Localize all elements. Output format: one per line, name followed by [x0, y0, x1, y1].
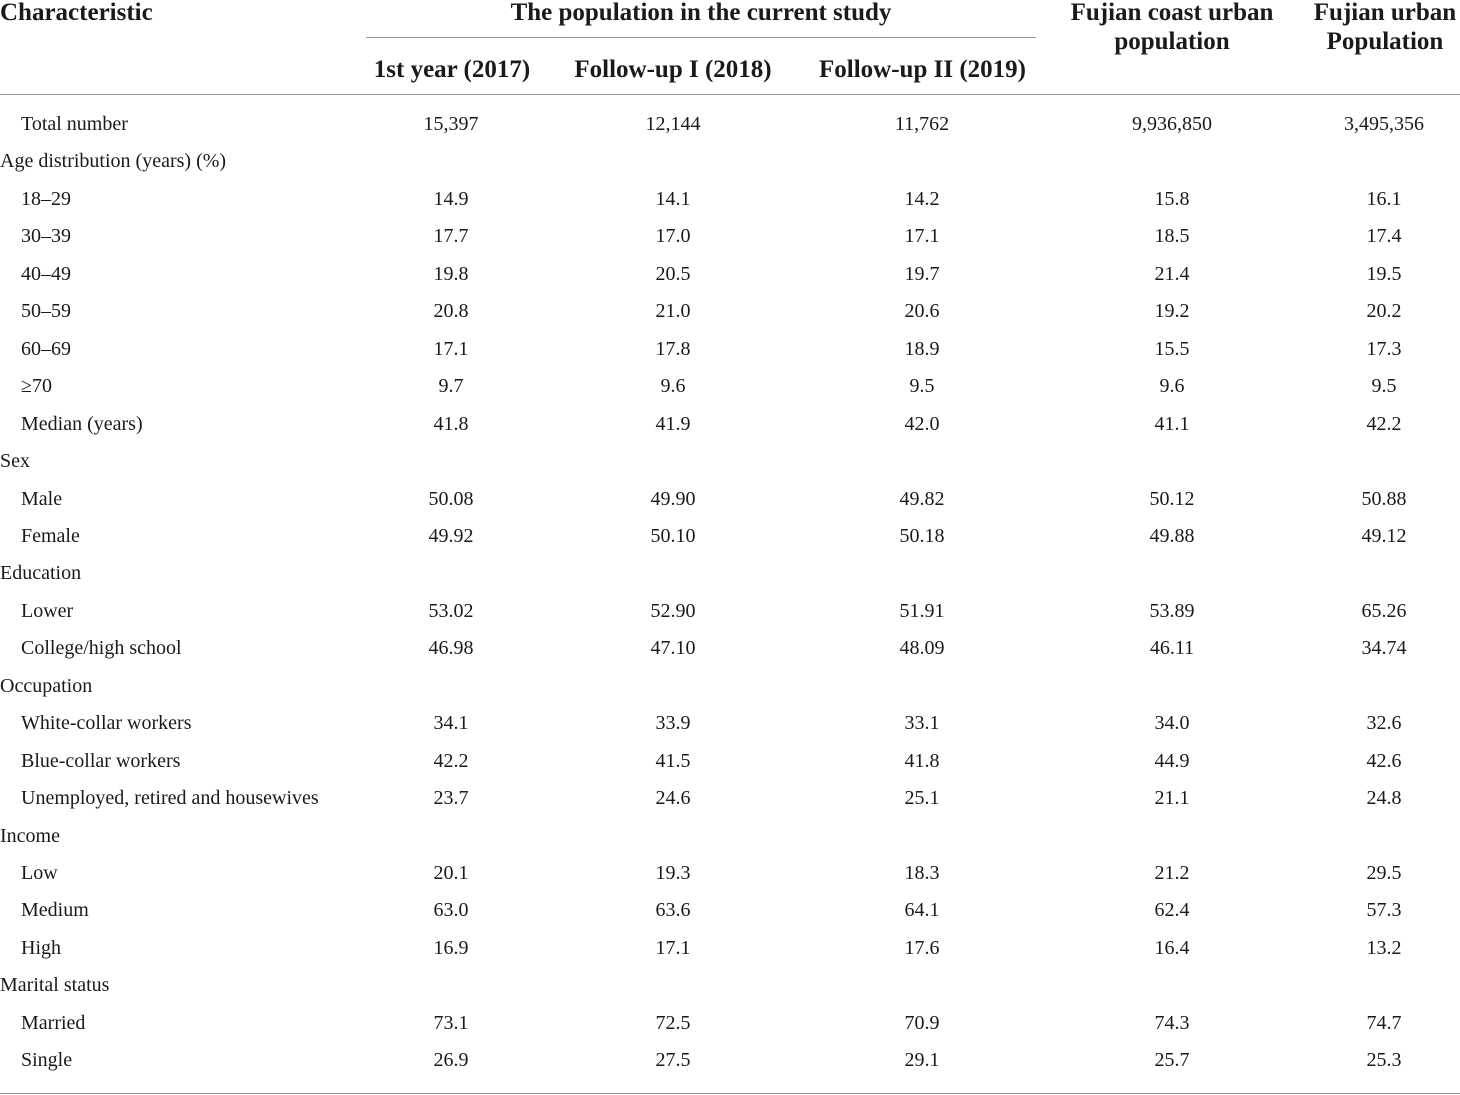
table-cell: 19.3 [655, 862, 691, 884]
table-cell: 50.18 [899, 524, 945, 547]
table-cell: 25.1 [904, 787, 940, 810]
table-cell: 20.5 [655, 262, 691, 285]
table-cell: 15.8 [1154, 187, 1190, 210]
table-cell: 64.1 [904, 899, 940, 922]
header-col-2018: Follow-up I (2018) [574, 56, 772, 83]
table-row [0, 668, 1460, 705]
table-cell: 20.2 [1366, 300, 1402, 323]
table-cell: 42.2 [433, 749, 469, 772]
table-cell: 18.9 [904, 337, 940, 360]
table-row [0, 780, 1460, 817]
table-cell: 25.3 [1366, 1049, 1402, 1072]
row-label: 18–29 [21, 187, 71, 210]
table-cell: 25.7 [1154, 1049, 1190, 1072]
table-cell: 20.8 [433, 300, 469, 323]
table-cell: 47.10 [650, 637, 696, 660]
header-characteristic: Characteristic [0, 0, 153, 26]
table-row [0, 143, 1460, 180]
table-cell: 65.26 [1361, 599, 1407, 622]
row-label: Low [21, 862, 58, 884]
row-label: Female [21, 524, 80, 547]
table-cell: 26.9 [433, 1049, 469, 1072]
table-cell: 27.5 [655, 1049, 691, 1072]
table-cell: 41.1 [1154, 412, 1190, 435]
table-row [0, 930, 1460, 967]
table-row [0, 1005, 1460, 1042]
table-cell: 21.2 [1154, 862, 1190, 884]
table-cell: 15.5 [1154, 337, 1190, 360]
table-cell: 41.9 [655, 412, 691, 435]
table-cell: 72.5 [655, 1011, 691, 1034]
row-label: White-collar workers [21, 712, 192, 735]
row-label: 30–39 [21, 225, 71, 248]
table-cell: 33.9 [655, 712, 691, 735]
table-cell: 17.7 [433, 225, 469, 248]
table-cell: 46.98 [428, 637, 474, 660]
table-cell: 14.2 [904, 187, 940, 210]
table-cell: 18.3 [904, 862, 940, 884]
table-cell: 42.0 [904, 412, 940, 435]
section-label: Education [0, 562, 82, 585]
row-label: Lower [21, 599, 74, 622]
row-label: 50–59 [21, 300, 71, 323]
table-row [0, 106, 1460, 143]
table-cell: 34.1 [433, 712, 469, 735]
row-label: Median (years) [21, 412, 143, 435]
table-cell: 41.5 [655, 749, 691, 772]
table-cell: 17.1 [433, 337, 469, 360]
table-cell: 9.5 [1371, 375, 1397, 398]
table-cell: 32.6 [1366, 712, 1402, 735]
table-cell: 17.3 [1366, 337, 1402, 360]
header-group-rule [366, 37, 1036, 38]
table-cell: 50.88 [1361, 487, 1407, 510]
table-cell: 49.82 [899, 487, 945, 510]
table-cell: 20.6 [904, 300, 940, 323]
table-cell: 42.2 [1366, 412, 1402, 435]
row-label: ≥70 [21, 375, 52, 398]
table-cell: 74.7 [1366, 1011, 1402, 1034]
table-cell: 18.5 [1154, 225, 1190, 248]
table-cell: 50.10 [650, 524, 696, 547]
table-cell: 53.02 [428, 599, 474, 622]
row-label: 40–49 [21, 262, 71, 285]
table-cell: 33.1 [904, 712, 940, 735]
table-row [0, 967, 1460, 1004]
table-cell: 41.8 [433, 412, 469, 435]
table-cell: 11,762 [894, 113, 950, 135]
table-cell: 34.0 [1154, 712, 1190, 735]
table-cell: 16.4 [1154, 936, 1190, 959]
table-cell: 41.8 [904, 749, 940, 772]
table-row [0, 743, 1460, 780]
table-cell: 20.1 [433, 862, 469, 884]
table-cell: 49.88 [1149, 524, 1195, 547]
table-cell: 17.1 [904, 225, 940, 248]
table-cell: 52.90 [650, 599, 696, 622]
table-cell: 15,397 [423, 113, 479, 135]
table-row [0, 555, 1460, 592]
table-cell: 46.11 [1149, 637, 1195, 660]
table-cell: 29.5 [1366, 862, 1402, 884]
table-cell: 17.1 [655, 936, 691, 959]
row-label: Medium [21, 899, 89, 922]
table-cell: 14.1 [655, 187, 691, 210]
table-cell: 21.1 [1154, 787, 1190, 810]
section-label: Age distribution (years) (%) [0, 150, 227, 173]
table-row [0, 1042, 1460, 1079]
table-cell: 9.5 [909, 375, 935, 398]
table-cell: 48.09 [899, 637, 945, 660]
table-cell: 17.4 [1366, 225, 1402, 248]
table-cell: 57.3 [1366, 899, 1402, 922]
table-row [0, 855, 1460, 892]
table-row [0, 481, 1460, 518]
row-label: High [21, 936, 61, 959]
table-cell: 62.4 [1154, 899, 1190, 922]
table-cell: 3,495,356 [1344, 113, 1424, 135]
table-cell: 53.89 [1149, 599, 1195, 622]
table-cell: 19.8 [433, 262, 469, 285]
table-cell: 50.08 [428, 487, 474, 510]
row-label: College/high school [21, 637, 182, 660]
table-cell: 51.91 [899, 599, 945, 622]
row-label: 60–69 [21, 337, 71, 360]
table-cell: 17.8 [655, 337, 691, 360]
table-row [0, 630, 1460, 667]
header-col-2019: Follow-up II (2019) [819, 56, 1026, 83]
table-row [0, 705, 1460, 742]
table-cell: 73.1 [433, 1011, 469, 1034]
row-label: Blue-collar workers [21, 749, 181, 772]
table-cell: 34.74 [1361, 637, 1407, 660]
table-cell: 24.8 [1366, 787, 1402, 810]
table-cell: 21.4 [1154, 262, 1190, 285]
table-row [0, 218, 1460, 255]
table-row [0, 181, 1460, 218]
table-cell: 17.6 [904, 936, 940, 959]
table-row [0, 406, 1460, 443]
table-cell: 9.6 [660, 375, 686, 398]
table-row [0, 518, 1460, 555]
table-cell: 49.90 [650, 487, 696, 510]
table-cell: 13.2 [1366, 936, 1402, 959]
table-cell: 9.6 [1159, 375, 1185, 398]
table-cell: 74.3 [1154, 1011, 1190, 1034]
table-cell: 19.2 [1154, 300, 1190, 323]
table-cell: 63.0 [433, 899, 469, 922]
table-cell: 49.12 [1361, 524, 1407, 547]
header-coast-line2: population [1114, 28, 1230, 55]
row-label: Male [21, 487, 63, 510]
table-row [0, 256, 1460, 293]
table-row [0, 368, 1460, 405]
table-row [0, 818, 1460, 855]
table-row [0, 293, 1460, 330]
table-cell: 23.7 [433, 787, 469, 810]
table-cell: 29.1 [904, 1049, 940, 1072]
table-row [0, 443, 1460, 480]
table-cell: 24.6 [655, 787, 691, 810]
table-row [0, 331, 1460, 368]
header-urban-line1: Fujian urban [1313, 0, 1457, 26]
table-cell: 63.6 [655, 899, 691, 922]
table-cell: 16.1 [1366, 187, 1402, 210]
header-current-study: The population in the current study [510, 0, 892, 26]
row-label: Unemployed, retired and housewives [21, 787, 319, 810]
table-cell: 50.12 [1149, 487, 1195, 510]
table-row [0, 892, 1460, 929]
row-label: Single [21, 1049, 73, 1072]
table-cell: 70.9 [904, 1011, 940, 1034]
table-cell: 19.7 [904, 262, 940, 285]
row-label: Total number [21, 113, 128, 135]
table-cell: 14.9 [433, 187, 469, 210]
header-col-2017: 1st year (2017) [373, 56, 531, 83]
table-bottom-rule [0, 1093, 1460, 1094]
section-label: Income [0, 824, 60, 847]
row-label: Married [21, 1011, 86, 1034]
section-label: Marital status [0, 974, 110, 997]
table-cell: 44.9 [1154, 749, 1190, 772]
table-cell: 12,144 [645, 113, 701, 135]
table-cell: 42.6 [1366, 749, 1402, 772]
table-cell: 17.0 [655, 225, 691, 248]
table-cell: 49.92 [428, 524, 474, 547]
header-urban-line2: Population [1326, 28, 1444, 55]
section-label: Occupation [0, 674, 93, 697]
table-cell: 19.5 [1366, 262, 1402, 285]
table-cell: 9,936,850 [1132, 113, 1212, 135]
table-cell: 16.9 [433, 936, 469, 959]
table-cell: 9.7 [438, 375, 464, 398]
header-bottom-rule [0, 94, 1460, 95]
table-cell: 21.0 [655, 300, 691, 323]
table-row [0, 593, 1460, 630]
section-label: Sex [0, 450, 30, 473]
header-coast-line1: Fujian coast urban [1070, 0, 1274, 26]
